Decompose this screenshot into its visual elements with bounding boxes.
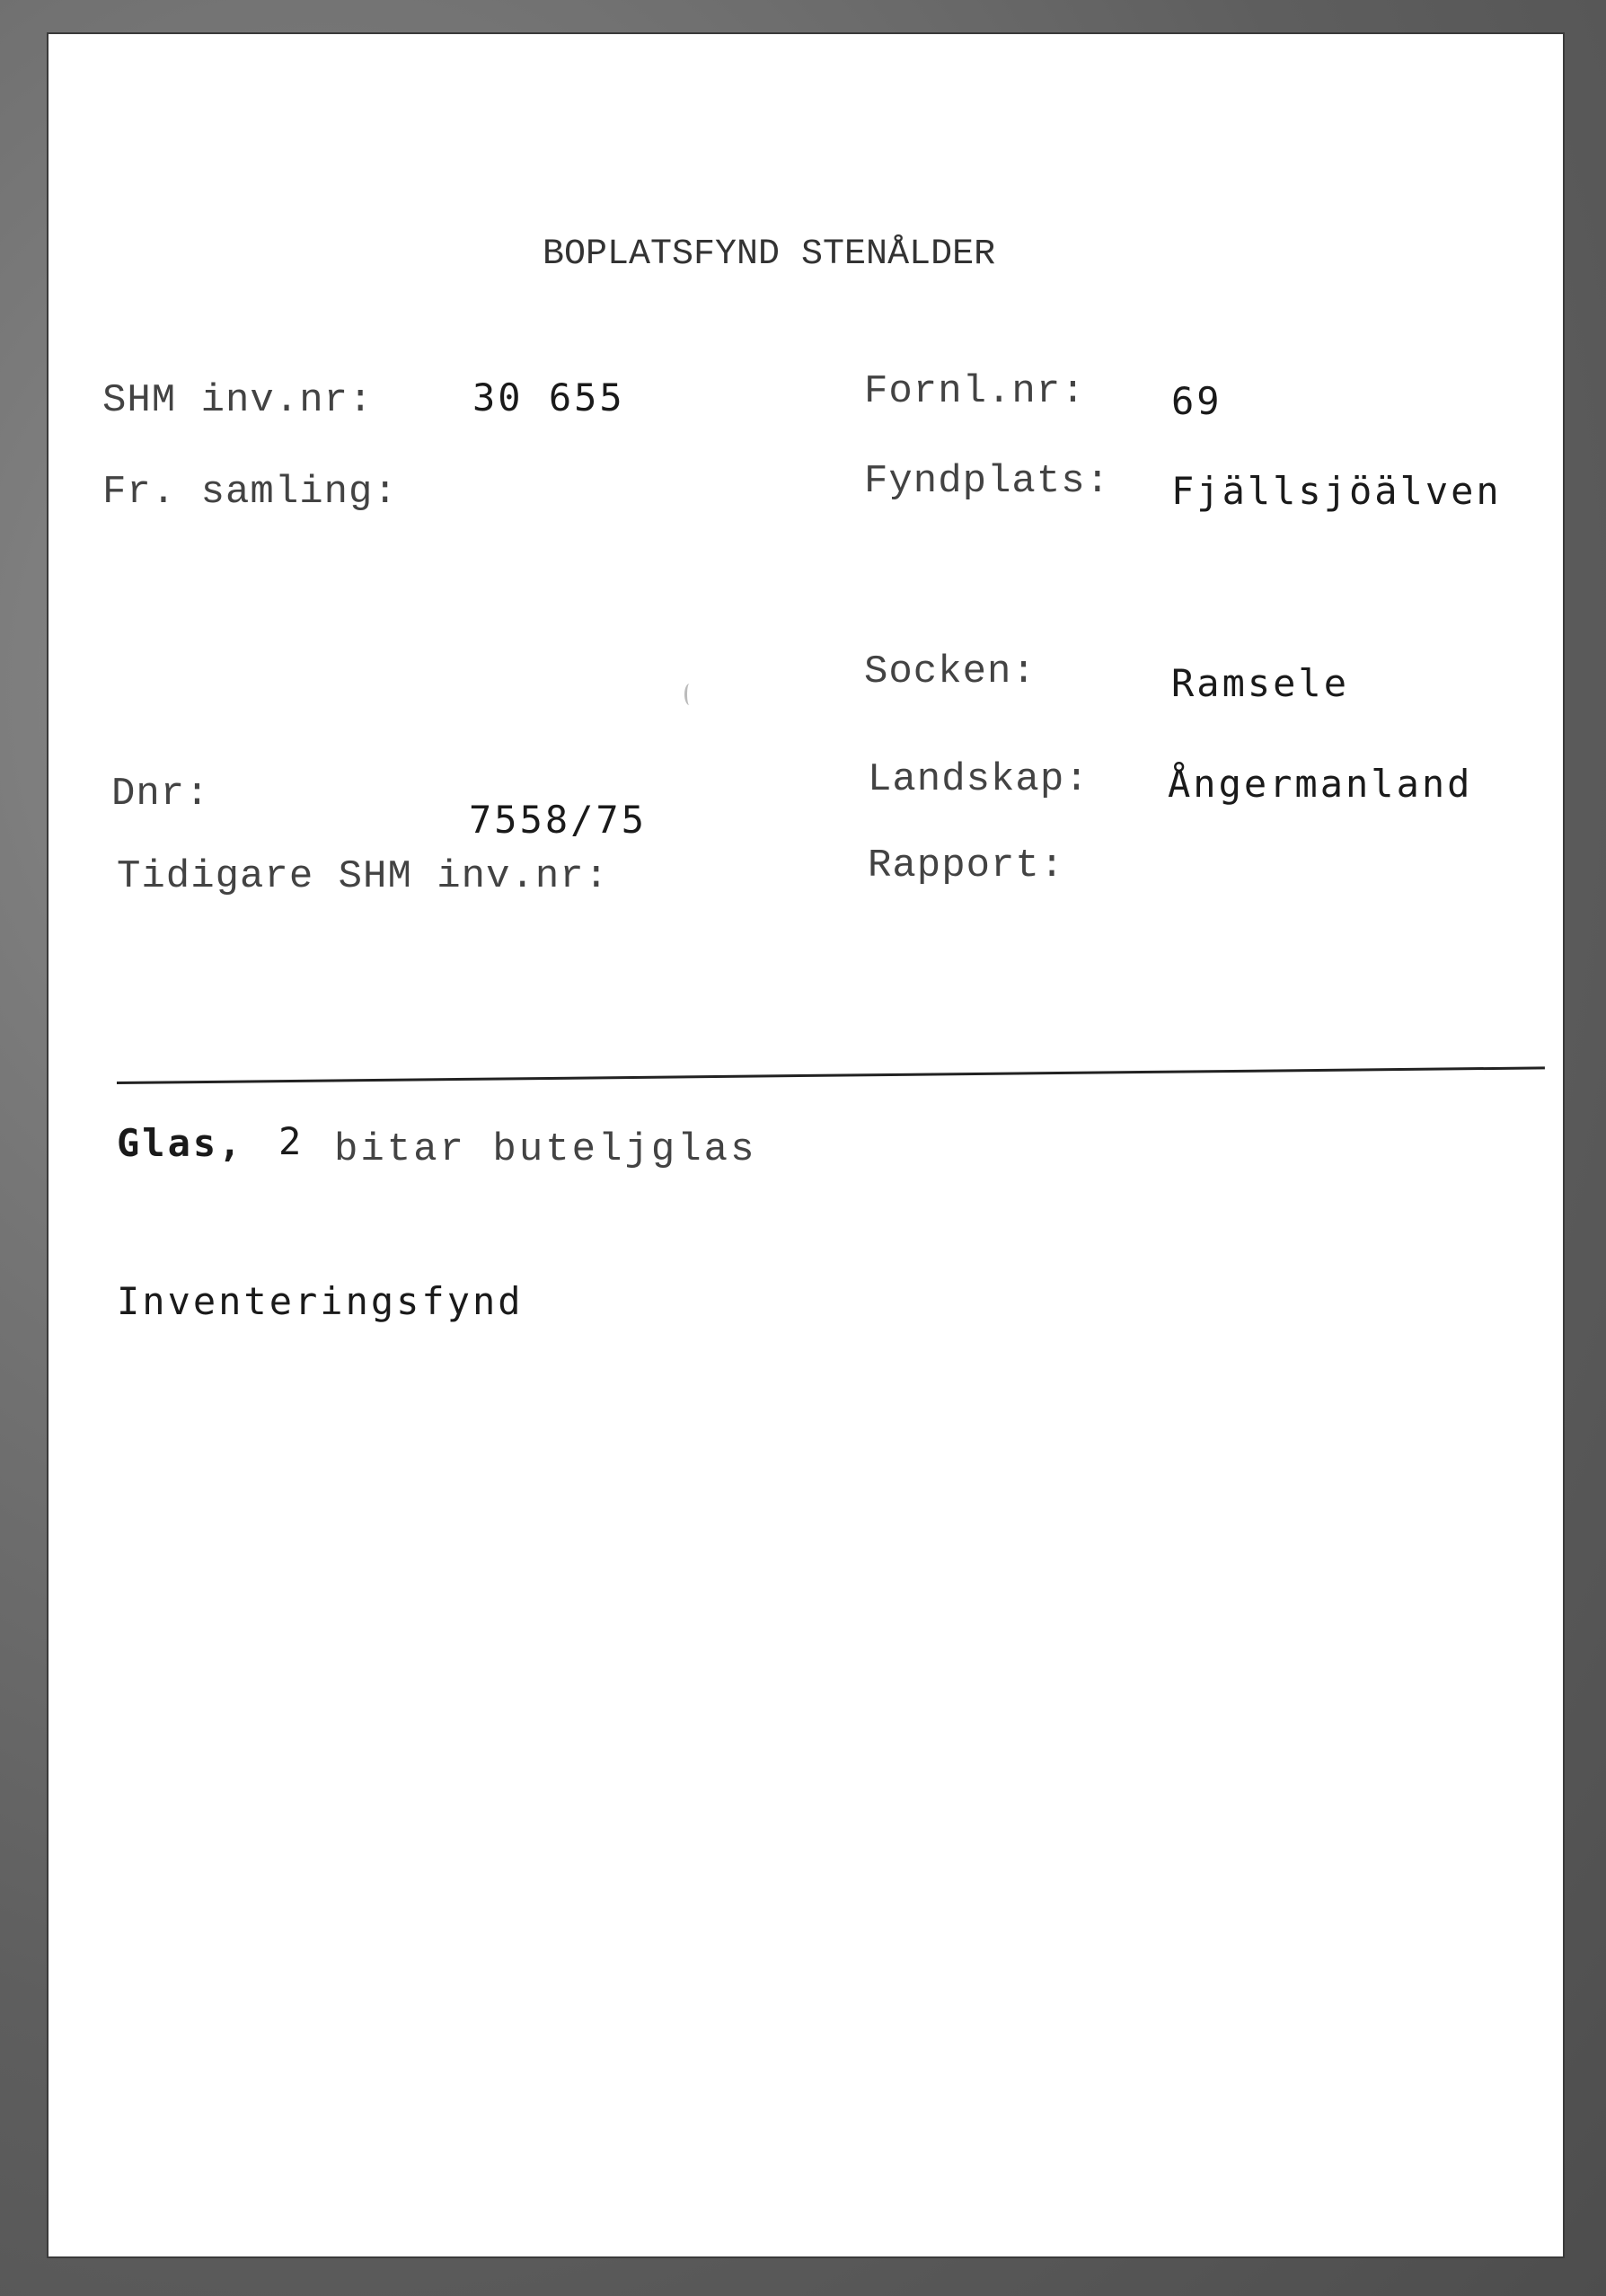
- card-title: BOPLATSFYND STENÅLDER: [543, 234, 996, 275]
- fornl-value: 69: [1171, 379, 1222, 423]
- shm-inv-label: SHM inv.nr:: [102, 378, 374, 423]
- divider-line: [117, 1066, 1545, 1084]
- note-text: Inventeringsfynd: [117, 1279, 524, 1323]
- scan-speck: [684, 684, 694, 705]
- rapport-label: Rapport:: [868, 843, 1065, 888]
- material-label: Glas,: [117, 1121, 244, 1165]
- item-count: 2: [278, 1119, 304, 1163]
- landskap-label: Landskap:: [868, 757, 1090, 802]
- tidigare-shm-label: Tidigare SHM inv.nr:: [117, 854, 610, 899]
- fornl-label: Fornl.nr:: [864, 369, 1086, 414]
- landskap-value: Ångermanland: [1168, 762, 1473, 806]
- shm-inv-value: 30 655: [472, 375, 625, 419]
- fr-samling-label: Fr. samling:: [102, 470, 398, 515]
- fyndplats-value: Fjällsjöälven: [1171, 469, 1502, 513]
- socken-label: Socken:: [864, 649, 1037, 694]
- catalog-card: [47, 32, 1565, 2258]
- fyndplats-label: Fyndplats:: [864, 459, 1111, 504]
- description-text: bitar buteljglas: [334, 1127, 757, 1172]
- dnr-value: 7558/75: [469, 798, 648, 842]
- socken-value: Ramsele: [1171, 661, 1350, 705]
- dnr-label: Dnr:: [111, 772, 210, 817]
